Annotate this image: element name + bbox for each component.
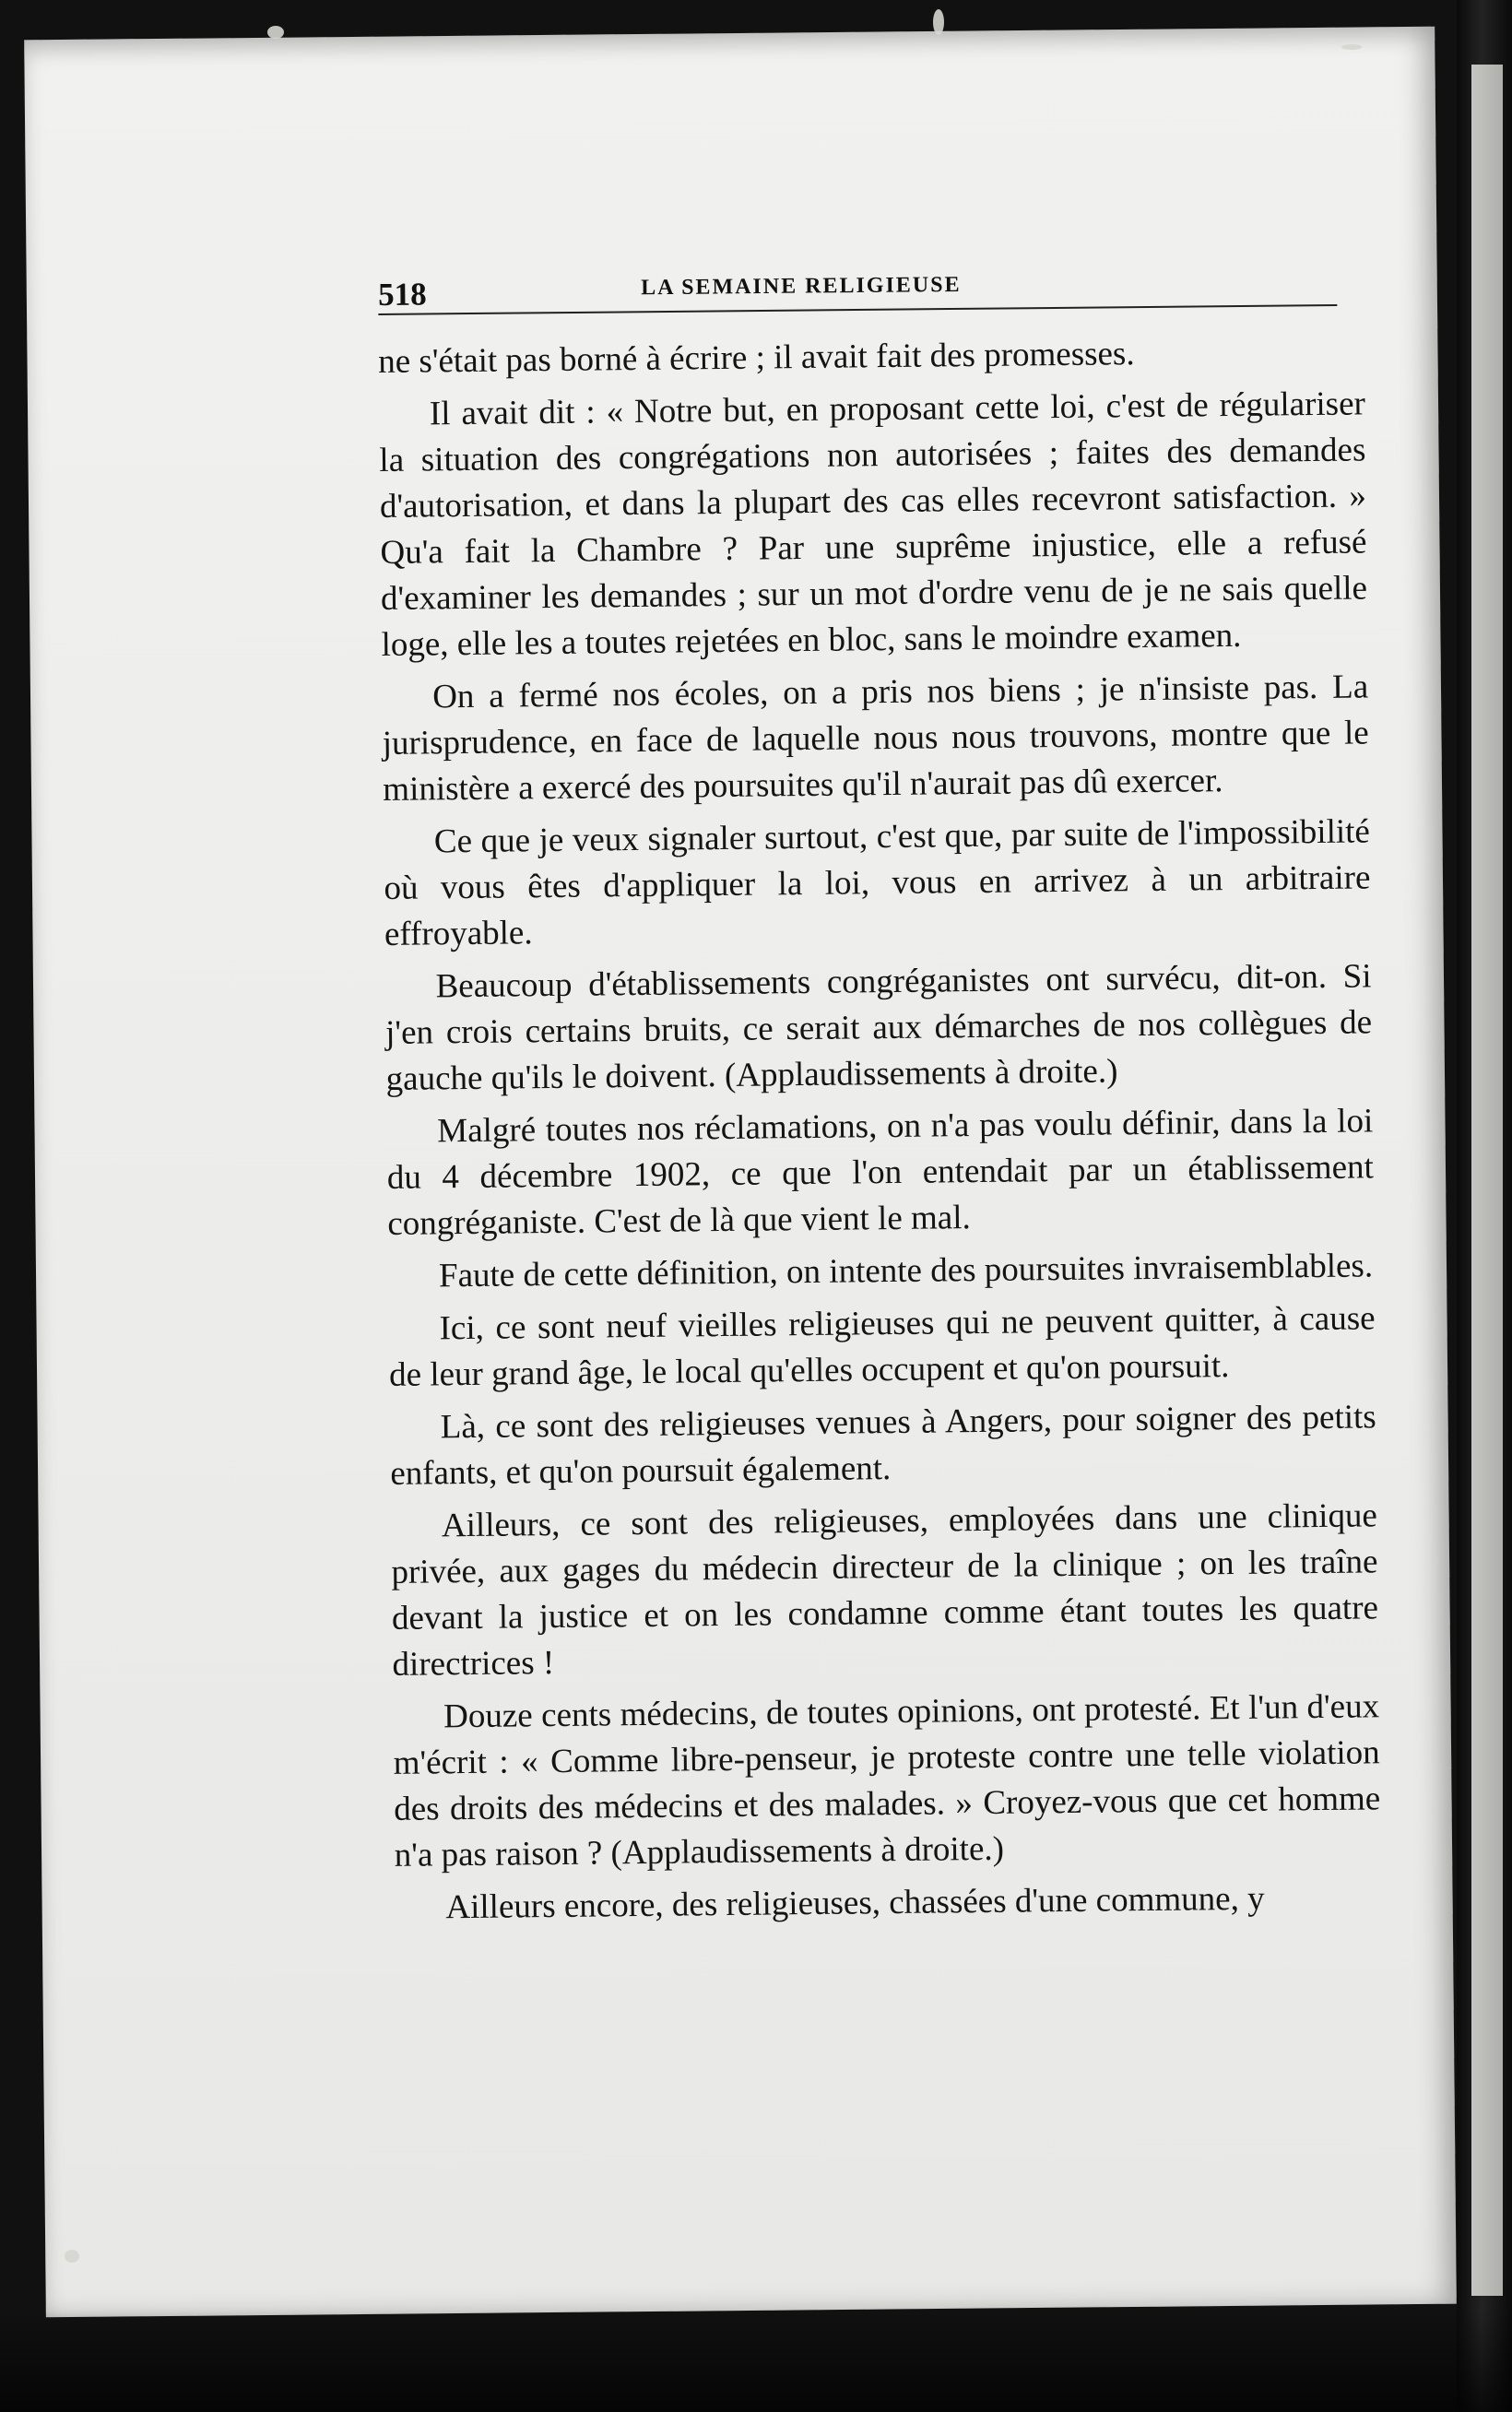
running-title: LA SEMAINE RELIGIEUSE [641, 272, 962, 301]
paragraph: Beaucoup d'établissements congréganistes ont survécu, dit-on. Si j'en crois certains bruits, ce serait aux démarches de nos collègues de gauche qu'ils le doivent. (Applaudissements à droite.) [384, 957, 1373, 1098]
body-text [378, 328, 1383, 2072]
paragraph: ne s'était pas borné à écrire ; il avait fait des promesses. [378, 335, 1135, 381]
scan-dust [65, 2250, 79, 2263]
paragraph: Ce que je veux signaler surtout, c'est que, par suite de l'impossibilité où vous êtes d'appliquer la loi, vous en arrivez à un arbitraire effroyable. [384, 812, 1371, 953]
paragraph: Douze cents médecins, de toutes opinions, ont protesté. Et l'un d'eux m'écrit : « Comme libre-penseur, je proteste contre une telle violation des droits des médecins et des malades. » Croyez-vous que cet homme n'a pas raison ? (Applaudissements à droite.) [393, 1687, 1381, 1874]
paragraph: Il avait dit : « Notre but, en proposant cette loi, c'est de régulariser la situation des congrégations non autorisées ; faites des demandes d'autorisation, et dans la plupart des cas elles recevront satisfaction. » Qu'a fait la Chambre ? Par une suprême injustice, elle a refusé d'examiner les demandes ; sur un mot d'ordre venu de je ne sais quelle loge, elle les a toutes rejetées en bloc, sans le moindre examen. [379, 384, 1368, 664]
scan-dust [933, 9, 944, 35]
scan-bottom-shadow [0, 2311, 1512, 2412]
paragraph: Ailleurs encore, des religieuses, chassées d'une commune, y [445, 1879, 1265, 1927]
paragraph: Là, ce sont des religieuses venues à Angers, pour soigner des petits enfants, et qu'on poursuit également. [390, 1398, 1376, 1493]
adjacent-page-edge [1457, 0, 1512, 2412]
paragraph: Faute de cette définition, on intente des poursuites invraisemblables. [438, 1247, 1374, 1295]
paragraph: Ici, ce sont neuf vieilles religieuses qui ne peuvent quitter, à cause de leur grand âge, le local qu'elles occupent et qu'on poursuit. [388, 1299, 1376, 1394]
paragraph: Ailleurs, ce sont des religieuses, employées dans une clinique privée, aux gages du médecin directeur de la clinique ; on les traîne devant la justice et on les condamne comme étant toutes les quatre directrices ! [391, 1496, 1379, 1684]
running-head [378, 267, 1337, 325]
paragraph: On a fermé nos écoles, on a pris nos biens ; je n'insiste pas. La jurisprudence, en face de laquelle nous nous trouvons, montre que le ministère a exercé des poursuites qu'il n'aurait pas dû exercer. [382, 668, 1369, 809]
paragraph: Malgré toutes nos réclamations, on n'a pas voulu définir, dans la loi du 4 décembre 1902, ce que l'on entendait par un établissement congréganiste. C'est de là que vient le mal. [386, 1102, 1375, 1243]
scan-dust [267, 26, 284, 39]
header-rule [378, 304, 1337, 315]
page-number: 518 [378, 276, 427, 313]
scan-dust [1341, 44, 1362, 50]
